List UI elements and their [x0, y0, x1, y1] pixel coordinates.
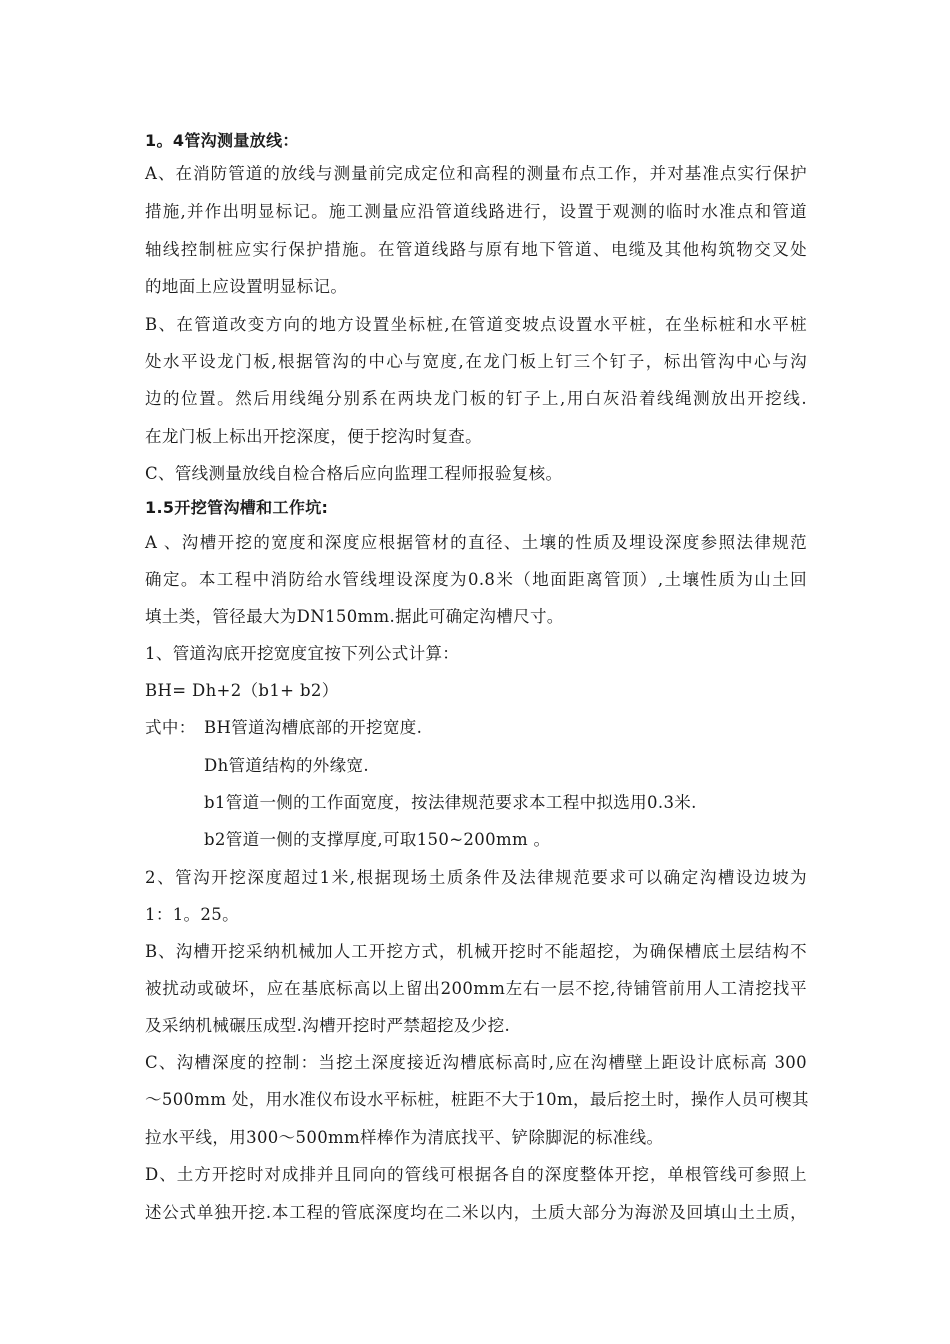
paragraph-b-line-2: 处水平设龙门板,根据管沟的中心与宽度,在龙门板上钉三个钉子，标出管沟中心与沟: [145, 352, 807, 371]
paragraph-b-line-1: B、在管道改变方向的地方设置坐标桩,在管道变坡点设置水平桩，在坐标桩和水平桩: [145, 315, 807, 334]
paragraph-a-line-2: 措施,并作出明显标记。施工测量应沿管道线路进行，设置于观测的临时水准点和管道: [145, 202, 807, 221]
where-label: 式中：: [145, 718, 196, 737]
where-item-dh: Dh管道结构的外缘宽.: [204, 756, 369, 775]
list-item-1: 1、管道沟底开挖宽度宜按下列公式计算：: [145, 644, 460, 663]
paragraph-a2-line-3: 填土类，管径最大为DN150mm.据此可确定沟槽尺寸。: [145, 607, 564, 626]
paragraph-b-line-4: 在龙门板上标出开挖深度，便于挖沟时复查。: [145, 427, 482, 446]
where-item-bh: BH管道沟槽底部的开挖宽度.: [204, 718, 423, 737]
paragraph-c: C、管线测量放线自检合格后应向监理工程师报验复核。: [145, 464, 563, 483]
paragraph-b2-line-1: B、沟槽开挖采纳机械加人工开挖方式，机械开挖时不能超挖，为确保槽底土层结构不: [145, 942, 807, 961]
formula: BH= Dh+2（b1+ b2）: [145, 681, 339, 700]
where-item-b1: b1管道一侧的工作面宽度，按法律规范要求本工程中拟选用0.3米.: [204, 793, 697, 812]
paragraph-c2-line-3: 拉水平线，用300～500mm样棒作为清底找平、铲除脚泥的标准线。: [145, 1128, 664, 1147]
list-item-2-line-1: 2、管沟开挖深度超过1米,根据现场土质条件及法律规范要求可以确定沟槽设边坡为: [145, 868, 807, 887]
paragraph-d2-line-1: D、土方开挖时对成排并且同向的管线可根据各自的深度整体开挖，单根管线可参照上: [145, 1165, 807, 1184]
paragraph-b2-line-2: 被扰动或破坏，应在基底标高以上留出200mm左右一层不挖,待铺管前用人工清挖找平: [145, 979, 807, 998]
paragraph-a-line-1: A、在消防管道的放线与测量前完成定位和高程的测量布点工作，并对基准点实行保护: [145, 164, 807, 183]
section-heading-1-4: 1。4管沟测量放线：: [145, 131, 299, 150]
section-heading-1-5: 1.5开挖管沟槽和工作坑:: [145, 498, 329, 517]
paragraph-a-line-4: 的地面上应设置明显标记。: [145, 277, 348, 296]
paragraph-b2-line-3: 及采纳机械碾压成型.沟槽开挖时严禁超挖及少挖.: [145, 1016, 511, 1035]
paragraph-d2-line-2: 述公式单独开挖.本工程的管底深度均在二米以内，土质大部分为海淤及回填山土土质，: [145, 1203, 807, 1222]
paragraph-a2-line-1: A 、沟槽开挖的宽度和深度应根据管材的直径、土壤的性质及埋设深度参照法律规范: [145, 533, 807, 552]
paragraph-c2-line-1: C、沟槽深度的控制：当挖土深度接近沟槽底标高时,应在沟槽壁上距设计底标高 300: [145, 1053, 807, 1072]
paragraph-a-line-3: 轴线控制桩应实行保护措施。在管道线路与原有地下管道、电缆及其他构筑物交叉处: [145, 240, 807, 259]
list-item-2-line-2: 1：1。25。: [145, 905, 239, 924]
paragraph-c2-line-2: ～500mm 处，用水准仪布设水平标桩，桩距不大于10m，最后挖土时，操作人员可楔其: [145, 1090, 809, 1109]
paragraph-a2-line-2: 确定。本工程中消防给水管线埋设深度为0.8米（地面距离管顶）,土壤性质为山土回: [145, 570, 807, 589]
where-item-b2: b2管道一侧的支撑厚度,可取150~200mm 。: [204, 830, 551, 849]
paragraph-b-line-3: 边的位置。然后用线绳分别系在两块龙门板的钉子上,用白灰沿着线绳测放出开挖线.: [145, 389, 807, 408]
